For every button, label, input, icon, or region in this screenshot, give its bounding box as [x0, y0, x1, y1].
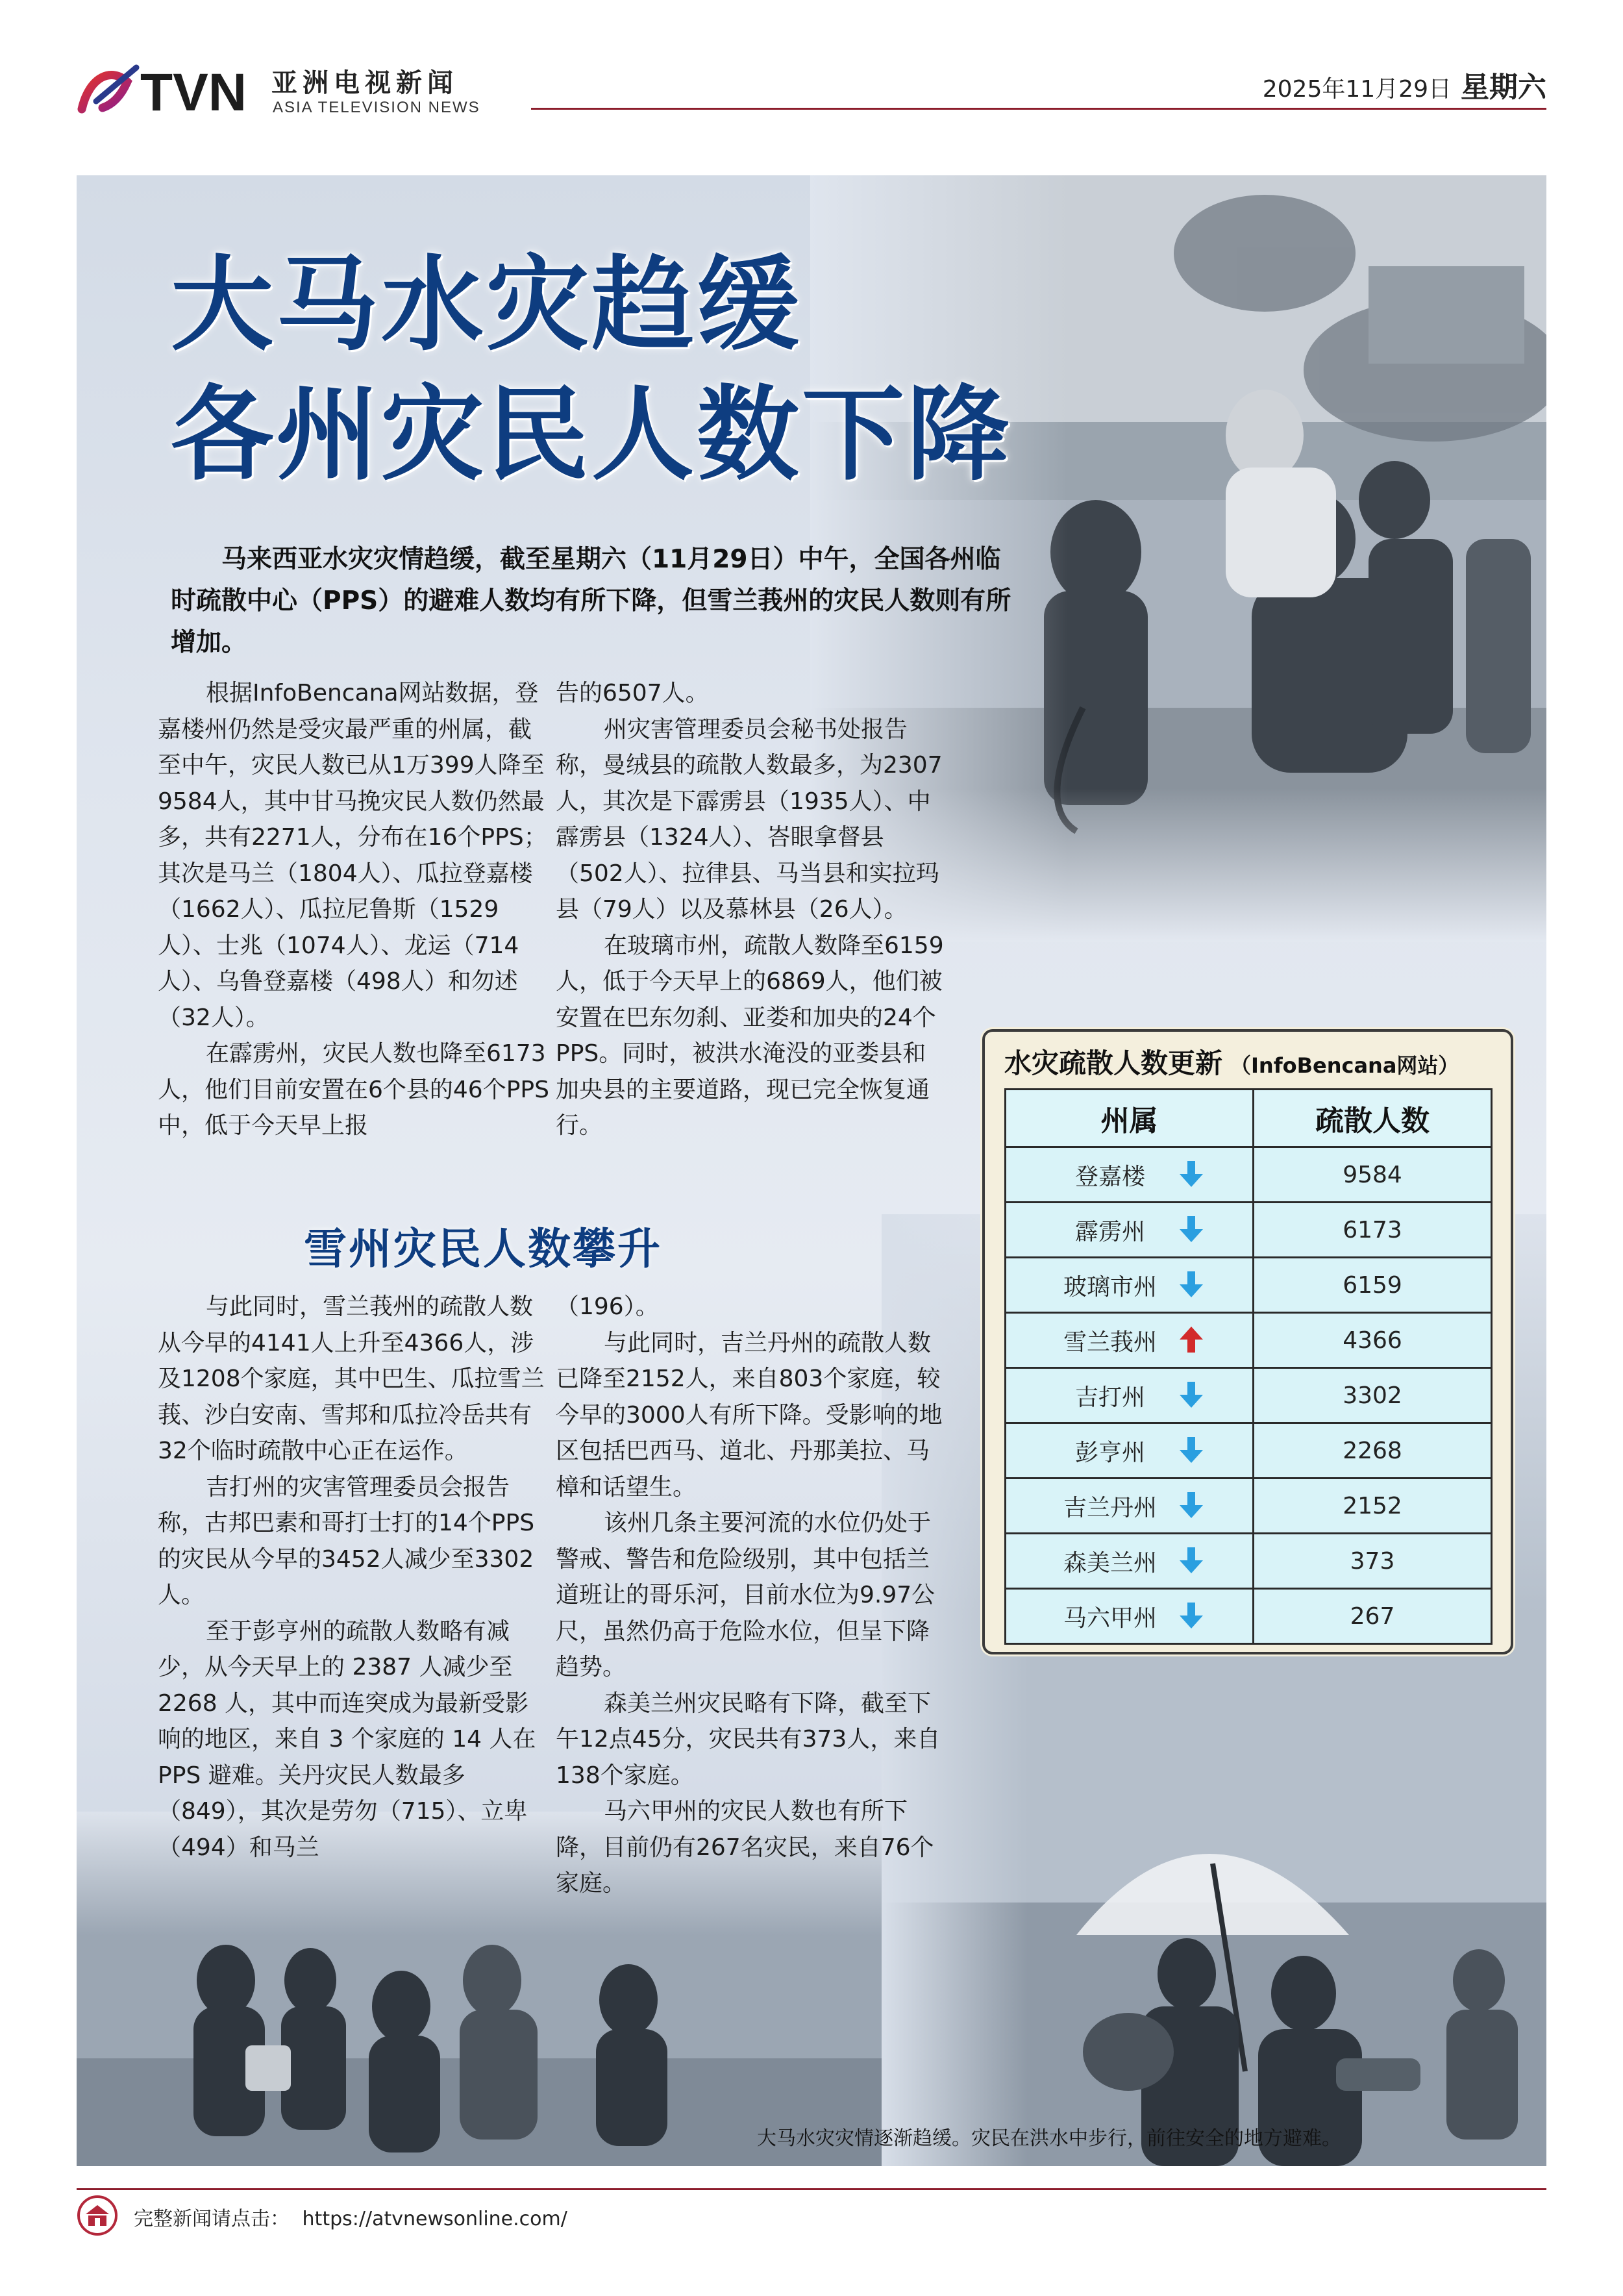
atvn-logo: [77, 56, 265, 121]
state-name: 登嘉楼: [1074, 1163, 1145, 1190]
arrow-down-icon: [1177, 1491, 1206, 1519]
headline-line-2: 各州灾民人数下降: [171, 375, 1012, 495]
paragraph: 吉打州的灾害管理委员会报告称，古邦巴素和哥打士打的14个PPS的灾民从今早的3452人减少至3302人。: [158, 1473, 535, 1608]
body-column-2: [556, 675, 948, 1144]
state-name: 彭亨州: [1074, 1439, 1145, 1466]
header-rule: [531, 108, 1546, 110]
table-row: [1006, 1479, 1492, 1534]
table-row: [1006, 1368, 1492, 1423]
state-cell: [1006, 1479, 1254, 1534]
brand-name-cn: 亚洲电视新闻: [271, 68, 458, 98]
state-name: 吉打州: [1074, 1384, 1145, 1411]
article-panel: [77, 175, 1546, 2166]
state-name: 玻璃市州: [1063, 1273, 1157, 1301]
table-row: [1006, 1203, 1492, 1258]
issue-date: [1263, 64, 1546, 105]
table-row: [1006, 1589, 1492, 1644]
lead-paragraph: 马来西亚水灾灾情趋缓，截至星期六（11月29日）中午，全国各州临时疏散中心（PPS）的避难人数均有所下降，但雪兰莪州的灾民人数则有所增加。: [171, 545, 1011, 657]
table-title-text: 水灾疏散人数更新: [1004, 1047, 1223, 1079]
arrow-down-icon: [1177, 1546, 1206, 1575]
state-cell: [1006, 1423, 1254, 1479]
table-row: [1006, 1258, 1492, 1313]
paragraph: 该州几条主要河流的水位仍处于警戒、警告和危险级别，其中包括兰道班让的哥乐河，目前水位为9.97公尺，虽然仍高于危险水位，但呈下降趋势。: [556, 1510, 935, 1680]
count-cell: 6173: [1254, 1203, 1492, 1258]
paragraph: 州灾害管理委员会秘书处报告称，曼绒县的疏散人数最多，为2307人，其次是下霹雳县（1935人）、中霹雳县（1324人）、峇眼拿督县（502人）、拉律县、马当县和实拉玛县（79人）以及慕林县（26人）。: [556, 716, 943, 923]
count-cell: 2152: [1254, 1479, 1492, 1534]
date-text: 2025年11月29日: [1262, 76, 1452, 103]
arrow-up-icon: [1177, 1325, 1206, 1354]
svg-text:TVN: TVN: [140, 63, 247, 121]
photo-caption: 大马水灾灾情逐渐趋缓。灾民在洪水中步行，前往安全的地方避难。: [757, 2127, 1341, 2150]
body-column-3: [158, 1289, 551, 1866]
state-cell: [1006, 1147, 1254, 1203]
table-title: [1004, 1042, 1459, 1081]
count-cell: 2268: [1254, 1423, 1492, 1479]
masthead: [77, 56, 1546, 121]
arrow-down-icon: [1177, 1215, 1206, 1243]
body-column-4: [556, 1289, 948, 1902]
paragraph: 在玻璃市州，疏散人数降至6159人，低于今天早上的6869人，他们被安置在巴东勿刹、亚娄和加央的24个PPS。同时，被洪水淹没的亚娄县和加央县的主要道路，现已完全恢复通行。: [556, 932, 944, 1139]
body-column-1: [158, 675, 551, 1144]
state-name: 马六甲州: [1063, 1604, 1157, 1632]
count-cell: 3302: [1254, 1368, 1492, 1423]
state-cell: [1006, 1313, 1254, 1368]
evacuation-table-box: [982, 1029, 1513, 1654]
weekday-text: 星期六: [1461, 71, 1546, 104]
state-name: 雪兰莪州: [1063, 1329, 1157, 1356]
seal-icon: [77, 2195, 118, 2236]
state-cell: [1006, 1368, 1254, 1423]
state-cell: [1006, 1534, 1254, 1589]
footer-link-line: [134, 2202, 567, 2231]
table-row: [1006, 1534, 1492, 1589]
paragraph: 根据InfoBencana网站数据，登嘉楼州仍然是受灾最严重的州属，截至中午，灾民人数已从1万399人降至9584人，其中甘马挽灾民人数仍然最多，共有2271人，分布在16个PPS；其次是马兰（1804人）、瓜拉登嘉楼（1662人）、瓜拉尼鲁斯（1529人）、士兆（1074人）、龙运（714人）、乌鲁登嘉楼（498人）和勿述（32人）。: [158, 680, 547, 1031]
arrow-down-icon: [1177, 1436, 1206, 1464]
headline-line-1: 大马水灾趋缓: [171, 245, 802, 365]
count-cell: 9584: [1254, 1147, 1492, 1203]
count-cell: 4366: [1254, 1313, 1492, 1368]
table-row: [1006, 1423, 1492, 1479]
table-row: [1006, 1313, 1492, 1368]
paragraph: 与此同时，雪兰莪州的疏散人数从今早的4141人上升至4366人，涉及1208个家庭，其中巴生、瓜拉雪兰莪、沙白安南、雪邦和瓜拉冷岳共有32个临时疏散中心正在运作。: [158, 1293, 545, 1464]
arrow-down-icon: [1177, 1380, 1206, 1409]
paragraph: 在霹雳州，灾民人数也降至6173人，他们目前安置在6个县的46个PPS中，低于今天早上报: [158, 1040, 549, 1139]
paragraph: 至于彭亨州的疏散人数略有减少，从今天早上的 2387 人减少至 2268 人，其中而连突成为最新受影响的地区，来自 3 个家庭的 14 人在 PPS 避难。关丹灾民人数最多（849），其次是劳勿（715）、立卑（494）和马兰: [158, 1617, 536, 1861]
table-body: [1006, 1147, 1492, 1644]
count-cell: 6159: [1254, 1258, 1492, 1313]
paragraph: 与此同时，吉兰丹州的疏散人数已降至2152人，来自803个家庭，较今早的3000人有所下降。受影响的地区包括巴西马、道北、丹那美拉、马樟和话望生。: [556, 1329, 943, 1501]
state-cell: [1006, 1203, 1254, 1258]
count-cell: 267: [1254, 1589, 1492, 1644]
arrow-down-icon: [1177, 1270, 1206, 1299]
state-cell: [1006, 1258, 1254, 1313]
footer-rule: [77, 2188, 1546, 2190]
table-source: （InfoBencana网站）: [1230, 1053, 1459, 1078]
state-cell: [1006, 1589, 1254, 1644]
table-row: [1006, 1147, 1492, 1203]
section-subheading: 雪州灾民人数攀升: [304, 1224, 662, 1274]
footer-label: 完整新闻请点击：: [134, 2208, 290, 2230]
brand-name-en: ASIA TELEVISION NEWS: [273, 99, 480, 116]
paragraph-continuation: 告的6507人。: [556, 680, 709, 706]
state-name: 森美兰州: [1063, 1549, 1157, 1577]
footer-url-link[interactable]: https://atvnewsonline.com/: [302, 2208, 567, 2230]
table-header-row: [1006, 1090, 1492, 1147]
paragraph: 马六甲州的灾民人数也有所下降，目前仍有267名灾民，来自76个家庭。: [556, 1798, 934, 1897]
column-header-state: 州属: [1006, 1090, 1254, 1147]
state-name: 霹雳州: [1074, 1218, 1145, 1245]
arrow-down-icon: [1177, 1160, 1206, 1188]
headline: [171, 240, 1012, 500]
paragraph-continuation: （196）。: [556, 1293, 659, 1320]
arrow-down-icon: [1177, 1601, 1206, 1630]
column-header-count: 疏散人数: [1254, 1090, 1492, 1147]
evacuation-table: [1004, 1088, 1493, 1645]
paragraph: 森美兰州灾民略有下降，截至下午12点45分，灾民共有373人，来自138个家庭。: [556, 1690, 941, 1789]
state-name: 吉兰丹州: [1063, 1494, 1157, 1521]
count-cell: 373: [1254, 1534, 1492, 1589]
